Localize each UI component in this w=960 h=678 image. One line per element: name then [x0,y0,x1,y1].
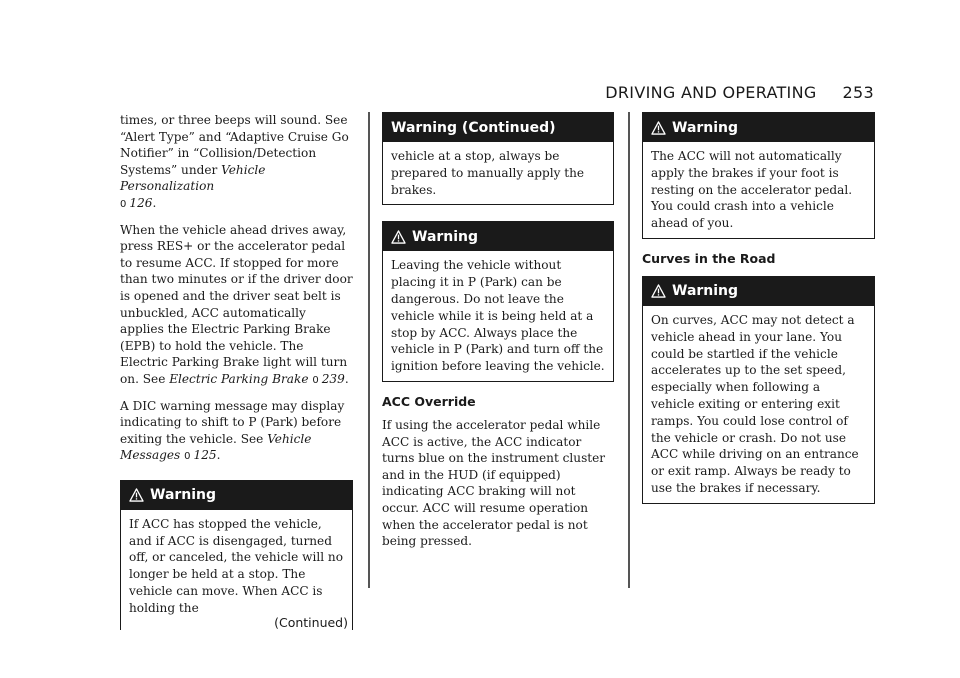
page-reference-number[interactable]: 126 [129,195,153,210]
column-divider [368,112,370,588]
warning-title: Warning [672,283,739,300]
warning-triangle-icon [129,488,144,502]
warning-triangle-icon [651,121,666,135]
paragraph [120,222,353,390]
punctuation: . [344,371,349,386]
warning-header [643,277,874,306]
warning-text: The ACC will not automatically apply the brakes if your foot is resting on the accelerator pedal. You could crash into a vehicle ahead of you. [651,149,853,231]
warning-box [642,112,875,239]
page-reference-number[interactable]: 125 [193,448,217,463]
cross-reference-link[interactable]: Electric Parking Brake [169,371,309,386]
warning-box-continued [382,112,614,205]
warning-header [383,113,613,142]
punctuation: . [216,448,221,463]
warning-title: Warning (Continued) [391,119,556,136]
punctuation: . [152,195,157,210]
paragraph [120,398,353,466]
column-2 [382,112,614,558]
paragraph-text: When the vehicle ahead drives away, press RES+ or the accelerator pedal to resume ACC. If stopped for more than two minutes or if the driver door is opened and the driver seat belt is unbuckled, ACC automatically applies the Electric Parking Brake (EPB) to hold the vehicle. The Electric Parking Brake light will turn on. See [120,222,353,386]
warning-title: Warning [672,119,739,136]
section-title: DRIVING AND OPERATING [605,83,817,102]
warning-header [383,222,613,251]
paragraph [120,112,353,214]
cross-reference-link[interactable]: Vehicle Personalization [120,162,266,194]
cross-reference-link[interactable]: Vehicle Messages [120,431,312,463]
page-reference-icon: 0 [120,198,127,210]
section-heading: ACC Override [382,393,476,409]
warning-text: Leaving the vehicle without placing it in P (Park) can be dangerous. Do not leave the vehicle while it is being held at a stop by ACC. Always place the vehicle in P (Park) and turn off the ignition before leaving the vehicle. [391,258,605,374]
warning-header [643,113,874,142]
column-3 [642,112,875,514]
warning-title: Warning [150,487,217,504]
warning-triangle-icon [651,284,666,298]
continued-label: (Continued) [274,614,348,630]
page-header [605,83,874,105]
paragraph: If using the accelerator pedal while ACC is active, the ACC indicator turns blue on the instrument cluster and in the HUD (if equipped) indicating ACC braking will not occur. ACC will resume operation when the accelerator pedal is not being pressed. [382,417,606,549]
page-reference-icon: 0 [184,451,191,463]
section-heading: Curves in the Road [642,250,776,266]
warning-text: If ACC has stopped the vehicle, and if ACC is disengaged, turned off, or canceled, the vehicle will no longer be held at a stop. The vehicle can move. When ACC is holding the [129,516,344,615]
warning-box [382,221,614,382]
column-divider [628,112,630,588]
warning-text: On curves, ACC may not detect a vehicle ahead in your lane. You could be startled if the vehicle accelerates up to the set speed, especially when following a vehicle exiting or entering exit ramps. You could lose control of the vehicle or crash. Do not use ACC while driving on an entrance or exit ramp. Always be ready to use the brakes if necessary. [651,312,859,495]
warning-box [120,480,353,630]
page-reference-icon: 0 [312,374,319,386]
column-1 [120,112,353,640]
warning-text: vehicle at a stop, always be prepared to manually apply the brakes. [391,149,585,197]
page-number: 253 [842,83,874,102]
paragraph-text: times, or three beeps will sound. See “Alert Type” and “Adaptive Cruise Go Notifier” in “Collision/Detection Systems” under [120,113,349,177]
warning-header [121,481,352,510]
warning-triangle-icon [391,230,406,244]
paragraph-text: A DIC warning message may display indicating to shift to P (Park) before exiting the vehicle. See [120,398,345,446]
warning-box [642,276,875,504]
warning-title: Warning [412,228,479,245]
page-reference-number[interactable]: 239 [321,371,345,386]
